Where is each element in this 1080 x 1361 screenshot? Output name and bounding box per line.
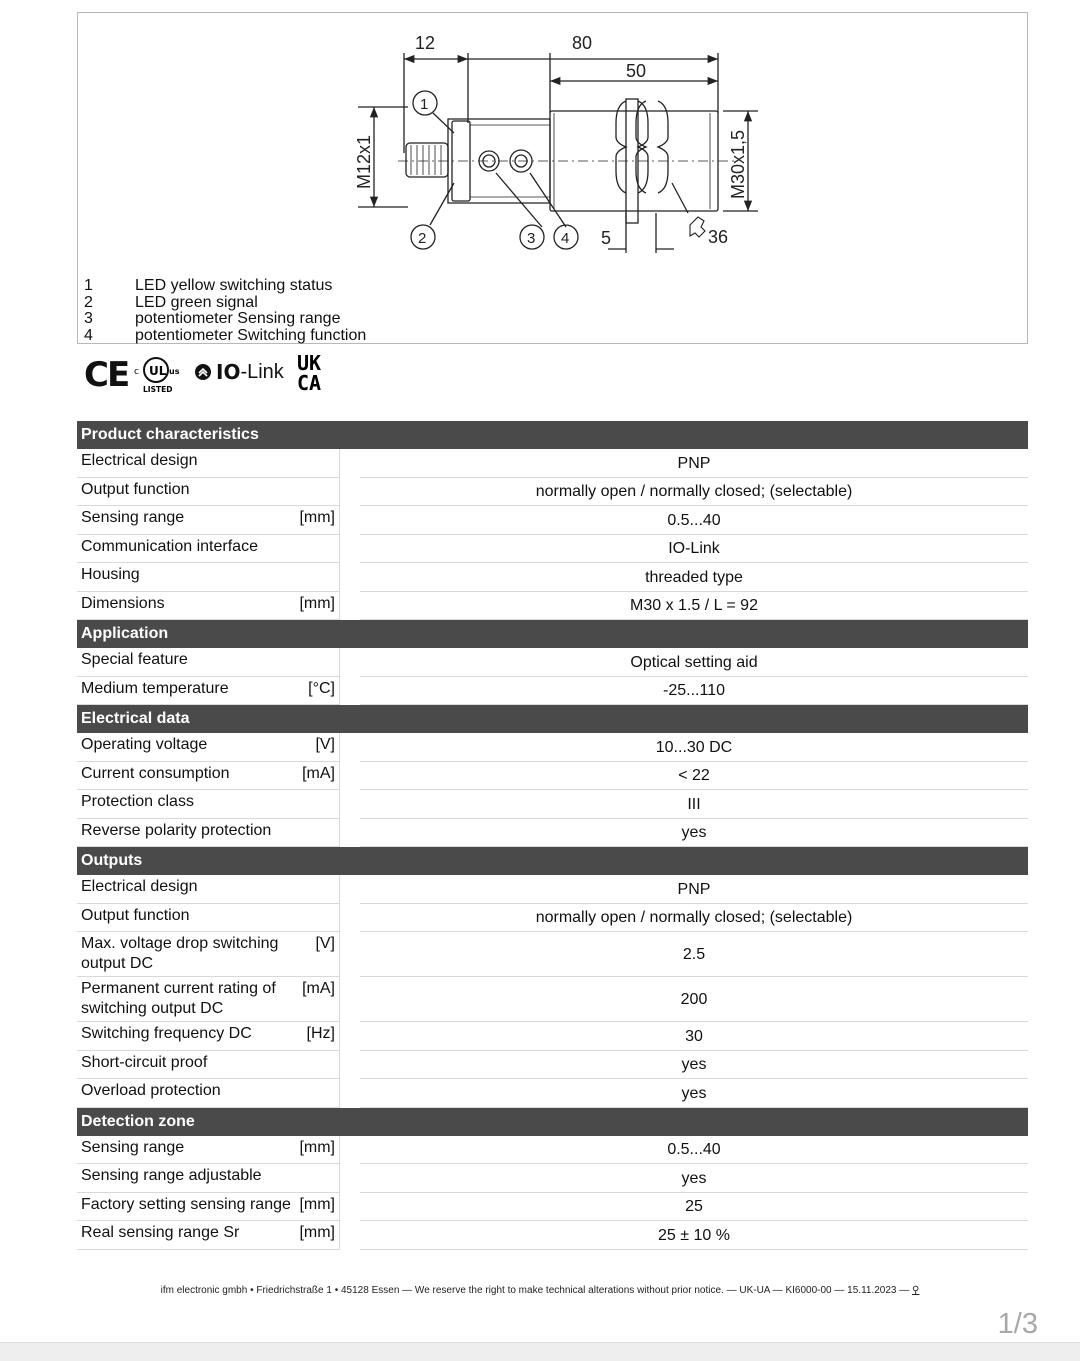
row-label: Communication interface xyxy=(77,535,295,564)
row-spacer xyxy=(340,904,360,933)
row-label: Switching frequency DC xyxy=(77,1022,295,1051)
io-link-logo: IO -Link xyxy=(194,360,284,384)
footer-logo-icon: ⚲ xyxy=(912,1285,920,1296)
row-spacer xyxy=(340,1221,360,1250)
row-unit xyxy=(295,1079,340,1108)
table-row xyxy=(77,819,1028,848)
legend-item xyxy=(84,311,366,328)
row-unit: [mm] xyxy=(295,592,340,621)
row-value: 0.5...40 xyxy=(360,506,1028,535)
table-row xyxy=(77,790,1028,819)
row-spacer xyxy=(340,592,360,621)
row-unit: [V] xyxy=(295,932,340,977)
table-row xyxy=(77,1022,1028,1051)
legend-text: LED green signal xyxy=(135,293,258,311)
row-label: Protection class xyxy=(77,790,295,819)
callout-4: 4 xyxy=(561,230,570,247)
table-row xyxy=(77,1079,1028,1108)
row-spacer xyxy=(340,449,360,478)
legend-item xyxy=(84,295,366,312)
row-value: IO-Link xyxy=(360,535,1028,564)
row-spacer xyxy=(340,1022,360,1051)
dim-36: 36 xyxy=(708,227,729,247)
row-unit xyxy=(295,819,340,848)
row-label: Electrical design xyxy=(77,449,295,478)
table-row xyxy=(77,1193,1028,1222)
certification-logos xyxy=(82,352,342,396)
row-spacer xyxy=(340,875,360,904)
svg-text:LISTED: LISTED xyxy=(143,385,173,394)
row-unit: [mA] xyxy=(295,977,340,1022)
section-header: Application xyxy=(77,620,1028,648)
dim-m12: M12x1 xyxy=(354,134,374,189)
row-value: yes xyxy=(360,1051,1028,1080)
row-unit: [mA] xyxy=(295,762,340,791)
row-value: PNP xyxy=(360,875,1028,904)
row-spacer xyxy=(340,1136,360,1165)
dim-m30: M30x1,5 xyxy=(728,129,748,199)
table-row xyxy=(77,1164,1028,1193)
row-value: < 22 xyxy=(360,762,1028,791)
row-spacer xyxy=(340,762,360,791)
row-spacer xyxy=(340,677,360,706)
row-spacer xyxy=(340,977,360,1022)
row-value: III xyxy=(360,790,1028,819)
row-spacer xyxy=(340,932,360,977)
page-footer xyxy=(0,1285,1080,1296)
row-value: 10...30 DC xyxy=(360,733,1028,762)
svg-text:UK: UK xyxy=(297,351,322,375)
table-row xyxy=(77,648,1028,677)
callout-3: 3 xyxy=(527,230,536,247)
row-spacer xyxy=(340,1079,360,1108)
row-unit xyxy=(295,1164,340,1193)
row-unit: [°C] xyxy=(295,677,340,706)
row-label: Max. voltage drop switching output DC xyxy=(77,932,295,977)
row-label: Permanent current rating of switching output DC xyxy=(77,977,295,1022)
row-unit: [mm] xyxy=(295,506,340,535)
row-spacer xyxy=(340,478,360,507)
row-label: Special feature xyxy=(77,648,295,677)
legend-text: potentiometer Switching function xyxy=(135,326,367,344)
row-value: M30 x 1.5 / L = 92 xyxy=(360,592,1028,621)
section-header: Outputs xyxy=(77,847,1028,875)
svg-text:UL: UL xyxy=(149,364,167,378)
legend-text: LED yellow switching status xyxy=(135,277,333,294)
row-label: Output function xyxy=(77,478,295,507)
row-value: PNP xyxy=(360,449,1028,478)
legend-number: 1 xyxy=(84,277,93,294)
drawing-legend xyxy=(84,278,366,344)
row-label: Overload protection xyxy=(77,1079,295,1108)
row-spacer xyxy=(340,535,360,564)
row-label: Housing xyxy=(77,563,295,592)
row-value: 25 ± 10 % xyxy=(360,1221,1028,1250)
row-unit: [mm] xyxy=(295,1221,340,1250)
table-row xyxy=(77,733,1028,762)
row-spacer xyxy=(340,563,360,592)
row-unit: [mm] xyxy=(295,1136,340,1165)
dim-12: 12 xyxy=(415,33,436,53)
table-row xyxy=(77,932,1028,977)
row-value: 2.5 xyxy=(360,932,1028,977)
row-value: 0.5...40 xyxy=(360,1136,1028,1165)
row-label: Reverse polarity protection xyxy=(77,819,295,848)
table-row xyxy=(77,1051,1028,1080)
row-label: Sensing range xyxy=(77,1136,295,1165)
row-value: yes xyxy=(360,1164,1028,1193)
footer-text: ifm electronic gmbh • Friedrichstraße 1 • 45128 Essen — We reserve the right to make technical alterations without prior notice. — UK-UA — KI6000-00 — 15.11.2023 — xyxy=(160,1285,910,1296)
svg-text:c: c xyxy=(134,367,139,377)
table-row xyxy=(77,563,1028,592)
row-label: Current consumption xyxy=(77,762,295,791)
row-unit: [Hz] xyxy=(295,1022,340,1051)
dimension-drawing xyxy=(77,12,1028,344)
section-header: Electrical data xyxy=(77,705,1028,733)
legend-item xyxy=(84,278,366,295)
row-label: Sensing range adjustable xyxy=(77,1164,295,1193)
row-spacer xyxy=(340,648,360,677)
row-label: Dimensions xyxy=(77,592,295,621)
ukca-mark-logo xyxy=(297,351,333,395)
table-row xyxy=(77,762,1028,791)
table-row xyxy=(77,1136,1028,1165)
table-row xyxy=(77,535,1028,564)
callout-2: 2 xyxy=(418,230,427,247)
row-value: Optical setting aid xyxy=(360,648,1028,677)
row-label: Short-circuit proof xyxy=(77,1051,295,1080)
row-label: Electrical design xyxy=(77,875,295,904)
svg-text:us: us xyxy=(169,367,180,376)
row-spacer xyxy=(340,819,360,848)
row-spacer xyxy=(340,790,360,819)
dim-50: 50 xyxy=(626,61,647,81)
row-spacer xyxy=(340,733,360,762)
table-row xyxy=(77,449,1028,478)
ul-listed-logo xyxy=(134,352,178,396)
ce-mark-logo: CE xyxy=(84,355,129,395)
table-row xyxy=(77,904,1028,933)
row-spacer xyxy=(340,1051,360,1080)
table-row xyxy=(77,478,1028,507)
legend-number: 2 xyxy=(84,293,93,311)
row-label: Real sensing range Sr xyxy=(77,1221,295,1250)
table-row xyxy=(77,1221,1028,1250)
specification-table xyxy=(77,421,1028,1250)
table-row xyxy=(77,875,1028,904)
table-row xyxy=(77,592,1028,621)
dim-5: 5 xyxy=(601,228,612,248)
row-label: Medium temperature xyxy=(77,677,295,706)
table-row xyxy=(77,677,1028,706)
row-unit xyxy=(295,648,340,677)
row-unit xyxy=(295,449,340,478)
row-unit xyxy=(295,563,340,592)
table-row xyxy=(77,977,1028,1022)
row-value: 200 xyxy=(360,977,1028,1022)
row-value: yes xyxy=(360,1079,1028,1108)
svg-text:CA: CA xyxy=(297,371,322,395)
legend-text: potentiometer Sensing range xyxy=(135,310,341,327)
row-label: Output function xyxy=(77,904,295,933)
legend-number: 3 xyxy=(84,310,93,327)
row-spacer xyxy=(340,506,360,535)
section-header: Product characteristics xyxy=(77,421,1028,449)
row-unit: [mm] xyxy=(295,1193,340,1222)
row-spacer xyxy=(340,1193,360,1222)
row-value: -25...110 xyxy=(360,677,1028,706)
section-header: Detection zone xyxy=(77,1108,1028,1136)
row-unit xyxy=(295,790,340,819)
table-row xyxy=(77,506,1028,535)
viewer-bottom-bar xyxy=(0,1342,1080,1361)
row-value: yes xyxy=(360,819,1028,848)
row-value: 25 xyxy=(360,1193,1028,1222)
callout-1: 1 xyxy=(420,96,429,113)
row-value: normally open / normally closed; (selectable) xyxy=(360,904,1028,933)
row-unit xyxy=(295,875,340,904)
legend-item xyxy=(84,328,366,345)
page-indicator: 1/3 xyxy=(997,1308,1038,1340)
row-value: normally open / normally closed; (selectable) xyxy=(360,478,1028,507)
dim-80: 80 xyxy=(572,33,593,53)
legend-number: 4 xyxy=(84,326,93,344)
row-value: 30 xyxy=(360,1022,1028,1051)
row-unit xyxy=(295,535,340,564)
row-unit: [V] xyxy=(295,733,340,762)
row-label: Sensing range xyxy=(77,506,295,535)
row-spacer xyxy=(340,1164,360,1193)
row-label: Factory setting sensing range xyxy=(77,1193,295,1222)
row-unit xyxy=(295,478,340,507)
row-label: Operating voltage xyxy=(77,733,295,762)
io-link-icon xyxy=(194,363,212,381)
row-unit xyxy=(295,904,340,933)
row-unit xyxy=(295,1051,340,1080)
row-value: threaded type xyxy=(360,563,1028,592)
